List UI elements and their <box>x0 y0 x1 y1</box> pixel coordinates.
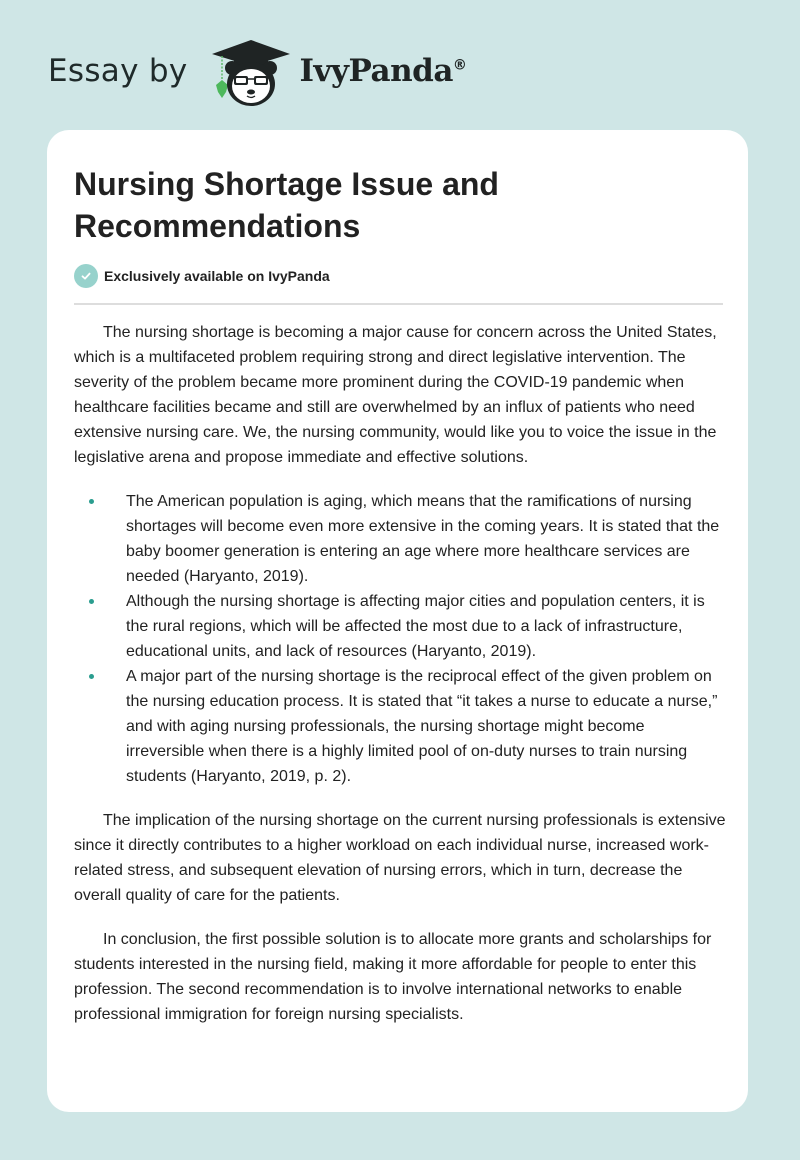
list-item-text: A major part of the nursing shortage is the reciprocal effect of the given problem on the nursing education process. It is stated that “it takes a nurse to educate a nurse,” and with aging nursing professionals, the nursing shortage might become irreversible when there is a highly limited pool of on-duty nurses to train nursing students (Haryanto, 2019, p. 2). <box>126 668 718 785</box>
brand-prefix: Essay by <box>48 53 188 89</box>
list-item-text: The American population is aging, which means that the ramifications of nursing shortages will become even more extensive in the coming years. It is stated that the baby boomer generation is entering an age where more healthcare services are needed (Haryanto, 2019). <box>126 493 720 585</box>
conclusion-paragraph: In conclusion, the first possible solution is to allocate more grants and scholarships for students interested in the nursing field, making it more affordable for people to enter this profession. The second recommendation is to involve international networks to enable professional immigration for foreign nursing specialists. <box>74 931 712 1023</box>
brand-header <box>48 34 466 108</box>
list-item <box>74 664 726 789</box>
essay-body <box>74 320 726 1046</box>
intro-paragraph: The nursing shortage is becoming a major cause for concern across the United States, which is a multifaceted problem requiring strong and direct legislative intervention. The severity of the problem became more prominent during the COVID-19 pandemic when healthcare facilities became and still are overwhelmed by an influx of patients who need extensive nursing care. We, the nursing community, would like you to voice the issue in the legislative arena and propose immediate and effective solutions. <box>74 324 717 466</box>
badge-text: Exclusively available on IvyPanda <box>104 268 330 284</box>
list-item <box>74 489 726 589</box>
bullet-dot-icon <box>89 499 94 504</box>
panda-graduate-icon[interactable] <box>208 34 294 108</box>
brand-name-text: IvyPanda <box>299 53 453 89</box>
registered-mark: ® <box>452 57 467 74</box>
page-title: Nursing Shortage Issue and Recommendations <box>74 166 499 244</box>
essay-card <box>47 130 748 1112</box>
implication-paragraph: The implication of the nursing shortage on the current nursing professionals is extensive since it directly contributes to a higher workload on each individual nurse, increased work-related stress, and subsequent elevation of nursing errors, which in turn, decrease the overall quality of care for the patients. <box>74 812 726 904</box>
bullet-dot-icon <box>89 674 94 679</box>
brand-name[interactable] <box>300 53 467 89</box>
bullet-list <box>74 489 726 789</box>
divider <box>74 303 723 305</box>
list-item-text: Although the nursing shortage is affecting major cities and population centers, it is the rural regions, which will be affected the most due to a lack of infrastructure, educational units, and lack of resources (Haryanto, 2019). <box>126 593 705 660</box>
exclusive-badge <box>74 264 330 288</box>
check-circle-icon <box>74 264 98 288</box>
bullet-dot-icon <box>89 599 94 604</box>
list-item <box>74 589 726 664</box>
